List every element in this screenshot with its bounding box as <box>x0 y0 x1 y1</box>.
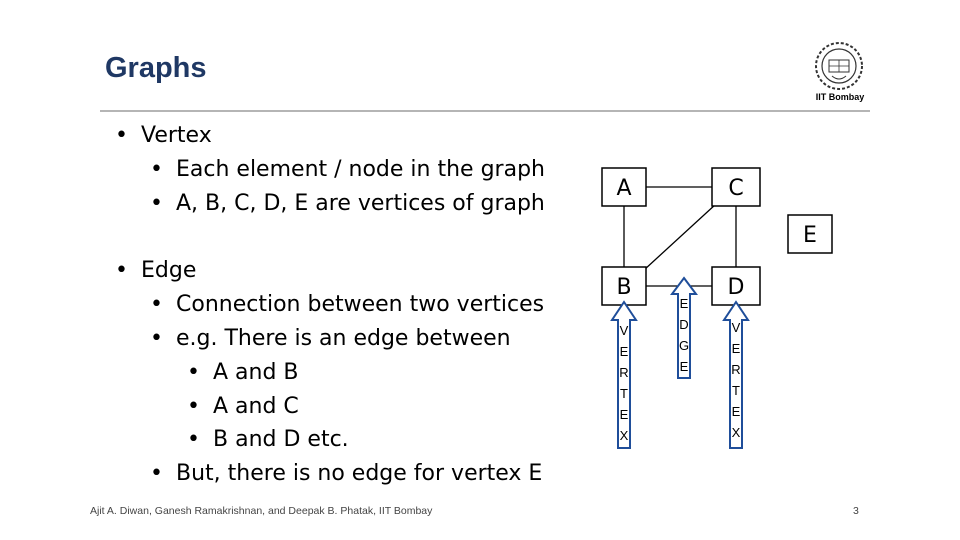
svg-text:B: B <box>616 275 632 300</box>
svg-text:X: X <box>619 428 629 443</box>
node-a <box>602 168 646 206</box>
svg-text:E: E <box>731 404 741 419</box>
bullet-edge-ac: • A and C <box>187 394 299 419</box>
svg-text:E: E <box>619 407 629 422</box>
node-e <box>788 215 832 253</box>
svg-text:E: E <box>679 296 689 311</box>
svg-text:E: E <box>731 341 741 356</box>
svg-text:G: G <box>678 338 690 353</box>
bullet-edge: • Edge <box>115 258 197 283</box>
slide-title: Graphs <box>105 52 207 84</box>
svg-text:E: E <box>619 344 629 359</box>
bullet-edge-ab: • A and B <box>187 360 299 385</box>
vertex-callout-right <box>724 302 748 448</box>
svg-text:C: C <box>728 176 744 201</box>
bullet-vertex-example: • A, B, C, D, E are vertices of graph <box>150 191 545 216</box>
vertex-callout-left <box>612 302 636 448</box>
svg-text:X: X <box>731 425 741 440</box>
svg-text:T: T <box>732 383 740 398</box>
bullet-edge-example: • e.g. There is an edge between <box>150 326 511 351</box>
svg-text:D: D <box>679 317 689 332</box>
svg-text:T: T <box>620 386 628 401</box>
svg-text:V: V <box>619 323 629 338</box>
bullet-vertex: • Vertex <box>115 123 212 148</box>
edge-callout <box>672 278 696 378</box>
svg-text:D: D <box>727 275 745 300</box>
node-b <box>602 267 646 305</box>
svg-text:E: E <box>803 223 817 248</box>
svg-text:R: R <box>619 365 629 380</box>
svg-text:A: A <box>616 176 632 201</box>
bullet-edge-definition: • Connection between two vertices <box>150 292 545 317</box>
logo-caption: IIT Bombay <box>815 92 865 102</box>
page-number: 3 <box>853 505 859 517</box>
node-d <box>712 267 760 305</box>
slide-footer: Ajit A. Diwan, Ganesh Ramakrishnan, and Deepak B. Phatak, IIT Bombay <box>90 505 433 517</box>
svg-text:R: R <box>731 362 741 377</box>
bullet-edge-bd: • B and D etc. <box>187 427 349 452</box>
edge-c-b <box>644 204 716 270</box>
bullet-vertex-definition: • Each element / node in the graph <box>150 157 545 182</box>
node-c <box>712 168 760 206</box>
bullet-no-edge-e: • But, there is no edge for vertex E <box>150 461 543 486</box>
svg-text:E: E <box>679 359 689 374</box>
svg-text:V: V <box>731 320 741 335</box>
